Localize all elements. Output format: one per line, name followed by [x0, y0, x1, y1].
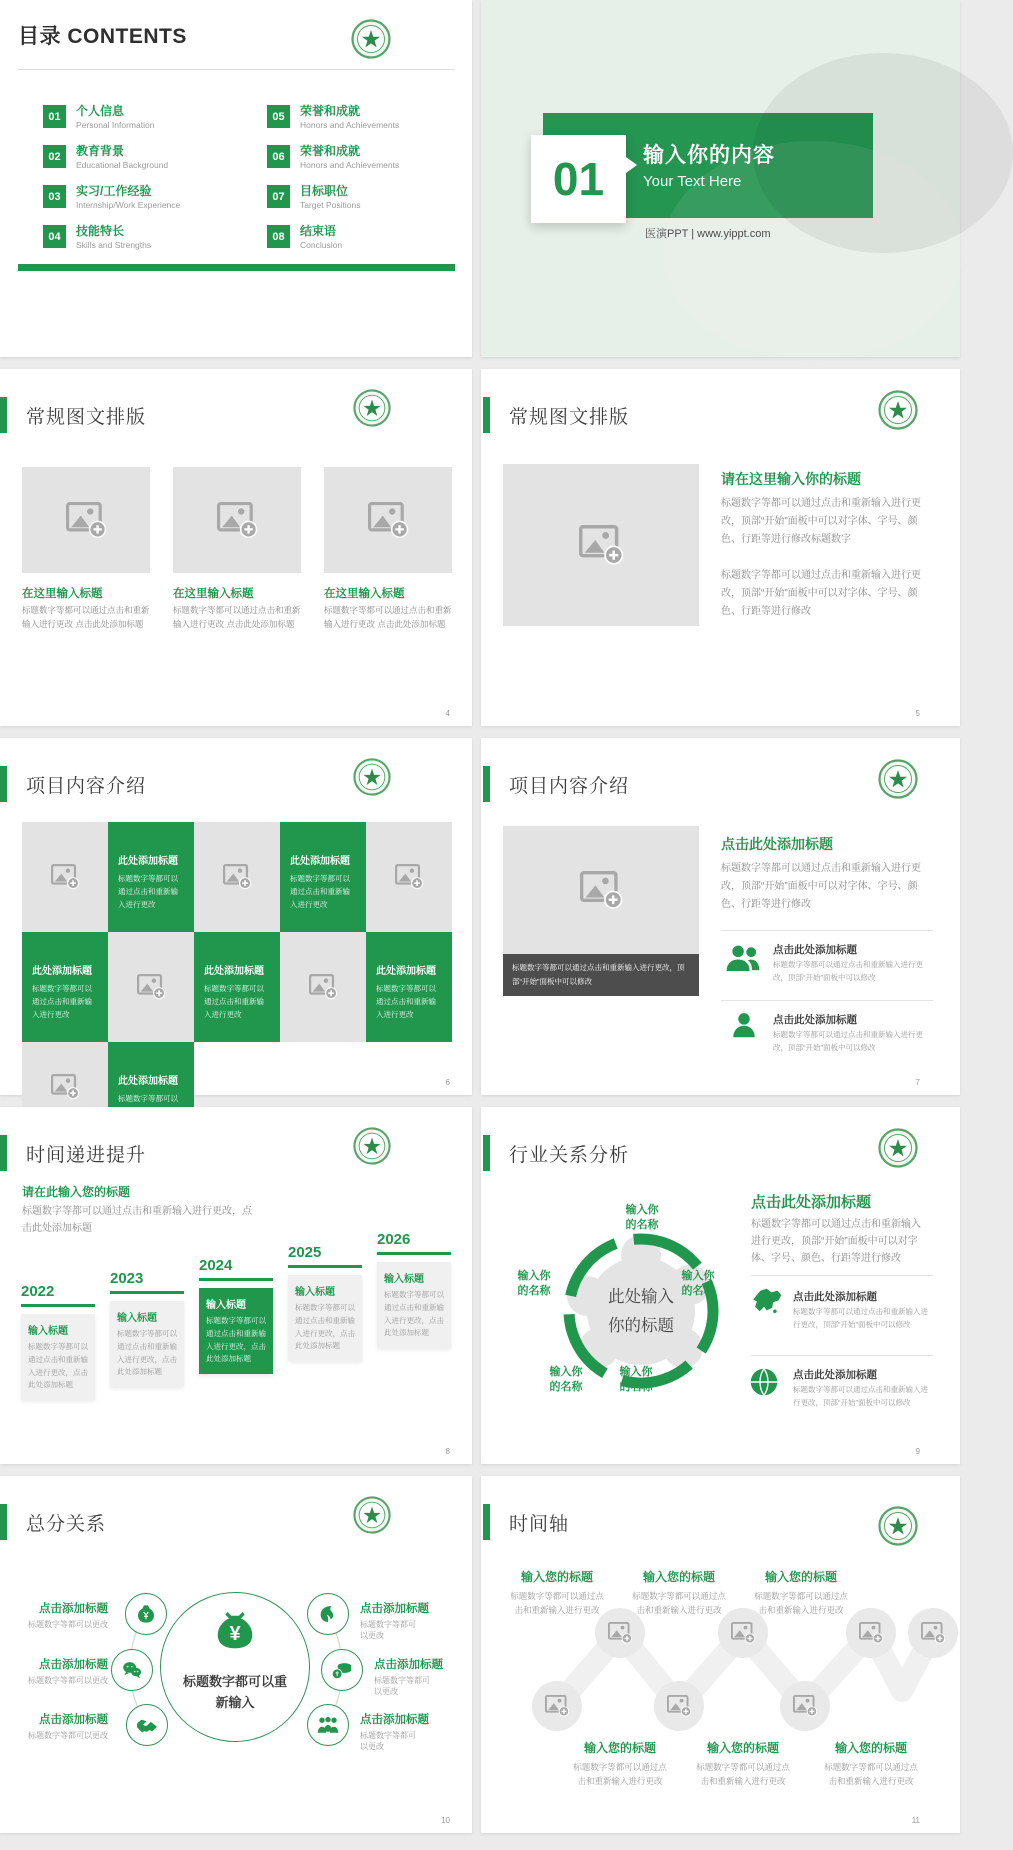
slide-title: 常规图文排版 [26, 406, 147, 428]
card-body: 标题数字等都可以通过点击和重新输入进行更改，点击此处添加标题 [28, 1342, 88, 1390]
toc-title-en: Honors and Achievements [300, 160, 400, 171]
year-underline [110, 1291, 184, 1294]
timeline-step-2026 [377, 1231, 451, 1348]
cell-title: 此处添加标题 [204, 966, 264, 977]
timeline-step-2023 [110, 1270, 184, 1387]
slide-total-relation[interactable] [0, 1476, 472, 1833]
slide-project-detail[interactable] [481, 738, 960, 1095]
image-caption: 标题数字等都可以通过点击和重新输入进行更改，顶部“开始”面板中可以修改 [503, 954, 699, 996]
year-underline [377, 1252, 451, 1255]
header-accent-bar [0, 766, 7, 802]
money-bag-small-icon [136, 1604, 156, 1624]
page-number: 9 [915, 1447, 920, 1456]
cell-body: 标题数字等都可以通过点击和重新输入进行更改 [376, 984, 436, 1020]
add-image-icon [793, 1695, 817, 1716]
node-body: 标题数字等都可以通过点击和重新输入进行更改 [754, 1591, 848, 1616]
leaf-icon [318, 1604, 338, 1624]
toc-title-zh: 荣誉和成就 [300, 104, 361, 118]
item-title: 点击添加标题 [360, 1714, 429, 1726]
school-seal-icon [351, 19, 391, 59]
slide-timeline-steps[interactable] [0, 1107, 472, 1464]
header-accent-bar [483, 1135, 490, 1171]
axis-label-bottom [683, 1739, 803, 1789]
checkerboard [22, 822, 452, 1131]
school-seal-icon [353, 1127, 391, 1165]
item-title: 点击添加标题 [39, 1659, 108, 1671]
separator [721, 1000, 933, 1001]
handshake-icon [136, 1718, 158, 1732]
axis-label-top [497, 1568, 617, 1618]
text-cell [22, 932, 108, 1042]
china-map-icon [747, 1287, 783, 1316]
toc-number: 05 [267, 105, 290, 128]
timeline-step-2024-highlight [199, 1257, 273, 1374]
page-number: 7 [915, 1078, 920, 1087]
axis-label-bottom [811, 1739, 931, 1789]
node-title: 输入您的标题 [642, 1570, 715, 1584]
node-title: 输入您的标题 [834, 1741, 907, 1755]
toc-item-3 [43, 185, 253, 210]
add-image-icon [545, 1695, 569, 1716]
card-body: 标题数字等都可以通过点击和重新输入进行更改，点击此处添加标题 [117, 1329, 177, 1377]
item-body: 标题数字等都可以通过点击和重新输入进行更改，顶部“开始”面板中可以修改 [793, 1307, 928, 1330]
slide-title: 总分关系 [26, 1513, 107, 1535]
mini-circle [321, 1649, 363, 1691]
column-title: 在这里输入标题 [173, 588, 254, 600]
page-number: 11 [911, 1816, 920, 1825]
diagram-node-label: 输入你的名称 [681, 1270, 715, 1297]
item-body: 标题数字等都可以更改 [28, 1676, 108, 1685]
row-1 [0, 0, 960, 357]
add-image-icon [667, 1695, 691, 1716]
wave-decoration [753, 53, 1013, 253]
page-number: 4 [445, 709, 450, 718]
paragraph: 标题数字等都可以通过点击和重新输入进行更改，顶部“开始”面板中可以对字体、字号、颜色、行距等进行修改 [721, 863, 921, 910]
image-placeholder [503, 464, 699, 626]
item-title: 点击添加标题 [39, 1714, 108, 1726]
row-3 [0, 738, 960, 1103]
toc-title-zh: 实习/工作经验 [76, 184, 152, 198]
item-title: 点击添加标题 [360, 1603, 429, 1615]
timeline-step-2025 [288, 1244, 362, 1361]
toc-title-en: Personal Information [76, 120, 155, 131]
image-placeholder [173, 467, 301, 573]
add-image-icon [223, 864, 251, 889]
divider-line [18, 69, 455, 70]
toc-number: 03 [43, 185, 66, 208]
people-duo-icon [725, 944, 761, 972]
page-number: 8 [445, 1447, 450, 1456]
toc-title-zh: 结束语 [300, 224, 337, 238]
toc-title-en: Internship/Work Experience [76, 200, 181, 211]
diagram-node-label: 输入你的名称 [625, 1204, 659, 1231]
add-image-icon [137, 974, 165, 999]
cell-title: 此处添加标题 [32, 966, 92, 977]
text-cell [280, 822, 366, 932]
header-accent-bar [0, 397, 7, 433]
slide-header [483, 1135, 629, 1171]
axis-node [908, 1608, 958, 1658]
slide-time-axis[interactable] [481, 1476, 960, 1833]
slide-title: 项目内容介绍 [26, 775, 147, 797]
item-body: 标题数字等都可以通过点击和重新输入进行更改，顶部“开始”面板中可以修改 [773, 960, 923, 983]
cell-title: 此处添加标题 [290, 856, 350, 867]
year-label: 2022 [21, 1283, 55, 1300]
image-cell [108, 932, 194, 1042]
wechat-icon [122, 1661, 142, 1679]
node-body: 标题数字等都可以通过点击和重新输入进行更改 [696, 1762, 790, 1787]
toc-title-zh: 目标职位 [300, 184, 349, 198]
separator [751, 1355, 933, 1356]
add-image-icon [608, 1622, 632, 1643]
toc-title-en: Educational Background [76, 160, 169, 171]
text-cell [366, 932, 452, 1042]
toc-title-zh: 教育背景 [76, 144, 125, 158]
add-image-icon [579, 525, 623, 564]
credit-line: 医演PPT | www.yippt.com [645, 228, 771, 240]
globe-icon [749, 1367, 779, 1397]
column-body: 标题数字等都可以通过点击和重新输入进行更改 点击此处添加标题 [22, 605, 150, 630]
item-body: 标题数字等都可以通过点击和重新输入进行更改，顶部“开始”面板中可以修改 [793, 1385, 928, 1408]
axis-node [532, 1681, 582, 1731]
axis-node [718, 1608, 768, 1658]
item-body: 标题数字等都可以通过点击和重新输入进行更改，顶部“开始”面板中可以修改 [773, 1030, 923, 1053]
page-number: 5 [915, 709, 920, 718]
column-title: 在这里输入标题 [22, 588, 103, 600]
node-title: 输入您的标题 [764, 1570, 837, 1584]
node-body: 标题数字等都可以通过点击和重新输入进行更改 [573, 1762, 667, 1787]
slide-title: 行业关系分析 [509, 1144, 630, 1166]
slide-title: 常规图文排版 [509, 406, 630, 428]
item-title: 点击添加标题 [374, 1659, 443, 1671]
image-cell [22, 822, 108, 932]
slide-title: 时间轴 [509, 1513, 570, 1535]
text-cell [194, 932, 280, 1042]
center-circle [160, 1592, 310, 1742]
accent-bottom-bar [18, 264, 455, 271]
contents-title: 目录 CONTENTS [18, 25, 187, 48]
axis-label-bottom [560, 1739, 680, 1789]
row-2 [0, 369, 960, 726]
section-number: 01 [552, 153, 605, 205]
toc-title-zh: 技能特长 [76, 224, 125, 238]
section-number-box [531, 135, 626, 223]
center-text: 标题数字都可以重新输入 [182, 1674, 287, 1711]
toc-item-7 [267, 185, 477, 210]
axis-node [780, 1681, 830, 1731]
mini-circle [307, 1704, 349, 1746]
timeline-step-2022 [21, 1283, 95, 1400]
mini-circle [125, 1593, 167, 1635]
people-group-icon [316, 1716, 340, 1734]
year-label: 2026 [377, 1231, 411, 1248]
school-seal-icon [878, 390, 918, 430]
add-image-icon [217, 502, 257, 538]
axis-node [846, 1608, 896, 1658]
relation-item [374, 1656, 464, 1697]
header-accent-bar [483, 766, 490, 802]
card-title: 输入标题 [295, 1287, 335, 1298]
intro-body: 标题数字等都可以通过点击和重新输入进行更改，点击此处添加标题 [22, 1206, 252, 1234]
add-image-icon [859, 1622, 883, 1643]
node-body: 标题数字等都可以通过点击和重新输入进行更改 [824, 1762, 918, 1787]
slide-photo-layout-1col[interactable] [481, 369, 960, 726]
diagram-center-text: 此处输入你的标题 [608, 1288, 674, 1335]
section-heading: 点击此处添加标题 [721, 836, 833, 852]
relation-item [0, 1600, 108, 1630]
item-title: 点击添加标题 [39, 1603, 108, 1615]
add-image-icon [51, 1074, 79, 1099]
diagram-node-label: 输入你的名称 [517, 1270, 551, 1297]
cell-title: 此处添加标题 [376, 966, 436, 977]
school-seal-icon [353, 389, 391, 427]
item-title: 点击此处添加标题 [793, 1369, 877, 1381]
page-number: 6 [445, 1078, 450, 1087]
node-body: 标题数字等都可以通过点击和重新输入进行更改 [510, 1591, 604, 1616]
image-cell [366, 822, 452, 932]
toc-item-8 [267, 225, 477, 250]
mini-circle [307, 1593, 349, 1635]
year-underline [21, 1304, 95, 1307]
axis-label-top [619, 1568, 739, 1618]
section-subtitle: Your Text Here [643, 173, 742, 190]
card-body: 标题数字等都可以通过点击和重新输入进行更改，点击此处添加标题 [206, 1316, 266, 1364]
slide-header [0, 1135, 146, 1171]
row-4 [0, 1107, 960, 1464]
item-title: 点击此处添加标题 [773, 1014, 857, 1026]
add-image-icon [309, 974, 337, 999]
item-body: 标题数字等都可以更改 [374, 1676, 430, 1696]
cell-body: 标题数字等都可以 [118, 1094, 178, 1103]
card-title: 输入标题 [384, 1274, 424, 1285]
axis-node [595, 1608, 645, 1658]
add-image-icon [731, 1622, 755, 1643]
separator [751, 1275, 933, 1276]
slide-industry-analysis[interactable] [481, 1107, 960, 1464]
school-seal-icon [878, 759, 918, 799]
slide-header [483, 766, 629, 802]
toc-number: 07 [267, 185, 290, 208]
image-placeholder [324, 467, 452, 573]
relation-item [0, 1711, 108, 1741]
toc-number: 08 [267, 225, 290, 248]
add-image-icon [368, 502, 408, 538]
item-title: 点击此处添加标题 [773, 944, 857, 956]
column-body: 标题数字等都可以通过点击和重新输入进行更改 点击此处添加标题 [324, 605, 452, 630]
node-title: 输入您的标题 [706, 1741, 779, 1755]
toc-item-6 [267, 145, 477, 170]
card-title: 输入标题 [28, 1326, 68, 1337]
add-image-icon [395, 864, 423, 889]
add-image-icon [66, 502, 106, 538]
node-title: 输入您的标题 [520, 1570, 593, 1584]
arrow-right-icon [626, 157, 645, 173]
toc-number: 06 [267, 145, 290, 168]
image-placeholder [22, 467, 150, 573]
relation-item [0, 1656, 108, 1686]
column-body: 标题数字等都可以通过点击和重新输入进行更改 点击此处添加标题 [173, 605, 301, 630]
year-underline [199, 1278, 273, 1281]
node-title: 输入您的标题 [583, 1741, 656, 1755]
toc-item-5 [267, 105, 477, 130]
section-heading: 请在这里输入你的标题 [721, 471, 861, 487]
mini-circle [111, 1649, 153, 1691]
panel-body: 标题数字等都可以通过点击和重新输入进行更改，顶部“开始”面板中可以对字体、字号、颜色、行距等进行修改 [751, 1219, 921, 1264]
item-body: 标题数字等都可以更改 [28, 1620, 108, 1629]
coins-icon [331, 1661, 353, 1679]
relation-item [360, 1600, 450, 1641]
image-cell [194, 822, 280, 932]
person-icon [731, 1012, 757, 1038]
toc-item-2 [43, 145, 253, 170]
card-body: 标题数字等都可以通过点击和重新输入进行更改，点击此处添加标题 [295, 1303, 355, 1351]
cell-title: 此处添加标题 [118, 856, 178, 867]
diagram-node-label: 输入你的名称 [619, 1366, 653, 1393]
toc-title-en: Honors and Achievements [300, 120, 400, 131]
cell-title: 此处添加标题 [118, 1076, 178, 1087]
separator [721, 930, 933, 931]
column-title: 在这里输入标题 [324, 588, 405, 600]
year-label: 2024 [199, 1257, 233, 1274]
add-image-icon [51, 864, 79, 889]
add-image-icon [921, 1622, 945, 1643]
header-accent-bar [0, 1135, 7, 1171]
toc-number: 01 [43, 105, 66, 128]
text-cell [108, 822, 194, 932]
card-body: 标题数字等都可以通过点击和重新输入进行更改，点击此处添加标题 [384, 1290, 444, 1338]
intro-title: 请在此输入您的标题 [22, 1185, 131, 1199]
paragraph: 标题数字等都可以通过点击和重新输入进行更改，顶部“开始”面板中可以对字体、字号、颜色、行距等进行修改标题数字 [721, 498, 921, 545]
card-title: 输入标题 [206, 1300, 246, 1311]
slide-title: 时间递进提升 [26, 1144, 147, 1166]
toc-title-zh: 个人信息 [76, 104, 125, 118]
year-label: 2023 [110, 1270, 144, 1287]
item-body: 标题数字等都可以更改 [360, 1620, 416, 1640]
image-cell [280, 932, 366, 1042]
year-label: 2025 [288, 1244, 322, 1261]
year-underline [288, 1265, 362, 1268]
cell-body: 标题数字等都可以通过点击和重新输入进行更改 [204, 984, 264, 1020]
add-image-icon [580, 871, 622, 909]
slide-contents[interactable] [0, 0, 472, 357]
toc-title-en: Skills and Strengths [76, 240, 152, 251]
page-number: 10 [441, 1816, 450, 1825]
item-body: 标题数字等都可以更改 [28, 1731, 108, 1740]
relation-item [360, 1711, 450, 1752]
toc-number: 04 [43, 225, 66, 248]
mini-circle [126, 1704, 168, 1746]
slide-header [0, 397, 146, 433]
cell-body: 标题数字等都可以通过点击和重新输入进行更改 [32, 984, 92, 1020]
toc-title-en: Conclusion [300, 240, 343, 251]
slide-title: 项目内容介绍 [509, 775, 630, 797]
school-seal-icon [878, 1128, 918, 1168]
node-body: 标题数字等都可以通过点击和重新输入进行更改 [632, 1591, 726, 1616]
school-seal-icon [353, 758, 391, 796]
panel-title: 点击此处添加标题 [751, 1194, 872, 1211]
item-title: 点击此处添加标题 [793, 1291, 877, 1303]
toc-item-1 [43, 105, 253, 130]
cell-body: 标题数字等都可以通过点击和重新输入进行更改 [118, 874, 178, 910]
toc-number: 02 [43, 145, 66, 168]
toc-title-en: Target Positions [300, 200, 361, 211]
toc-item-4 [43, 225, 253, 250]
slide-header [483, 397, 629, 433]
slide-project-grid[interactable] [0, 738, 472, 1103]
axis-node [654, 1681, 704, 1731]
slide-section-divider[interactable] [481, 0, 960, 357]
section-title: 输入你的内容 [643, 144, 775, 167]
currency-symbol: ¥ [229, 1623, 241, 1645]
row-5 [0, 1476, 960, 1833]
axis-label-top [741, 1568, 861, 1618]
paragraph: 标题数字等都可以通过点击和重新输入进行更改，顶部“开始”面板中可以对字体、字号、颜色、行距等进行修改 [721, 570, 921, 617]
header-accent-bar [483, 397, 490, 433]
slide-header [0, 766, 146, 802]
image-placeholder [503, 826, 699, 954]
card-title: 输入标题 [117, 1313, 157, 1324]
slide-photo-layout-3col[interactable] [0, 369, 472, 726]
toc-title-zh: 荣誉和成就 [300, 144, 361, 158]
cell-body: 标题数字等都可以通过点击和重新输入进行更改 [290, 874, 350, 910]
diagram-node-label: 输入你的名称 [549, 1366, 583, 1393]
item-body: 标题数字等都可以更改 [360, 1731, 416, 1751]
